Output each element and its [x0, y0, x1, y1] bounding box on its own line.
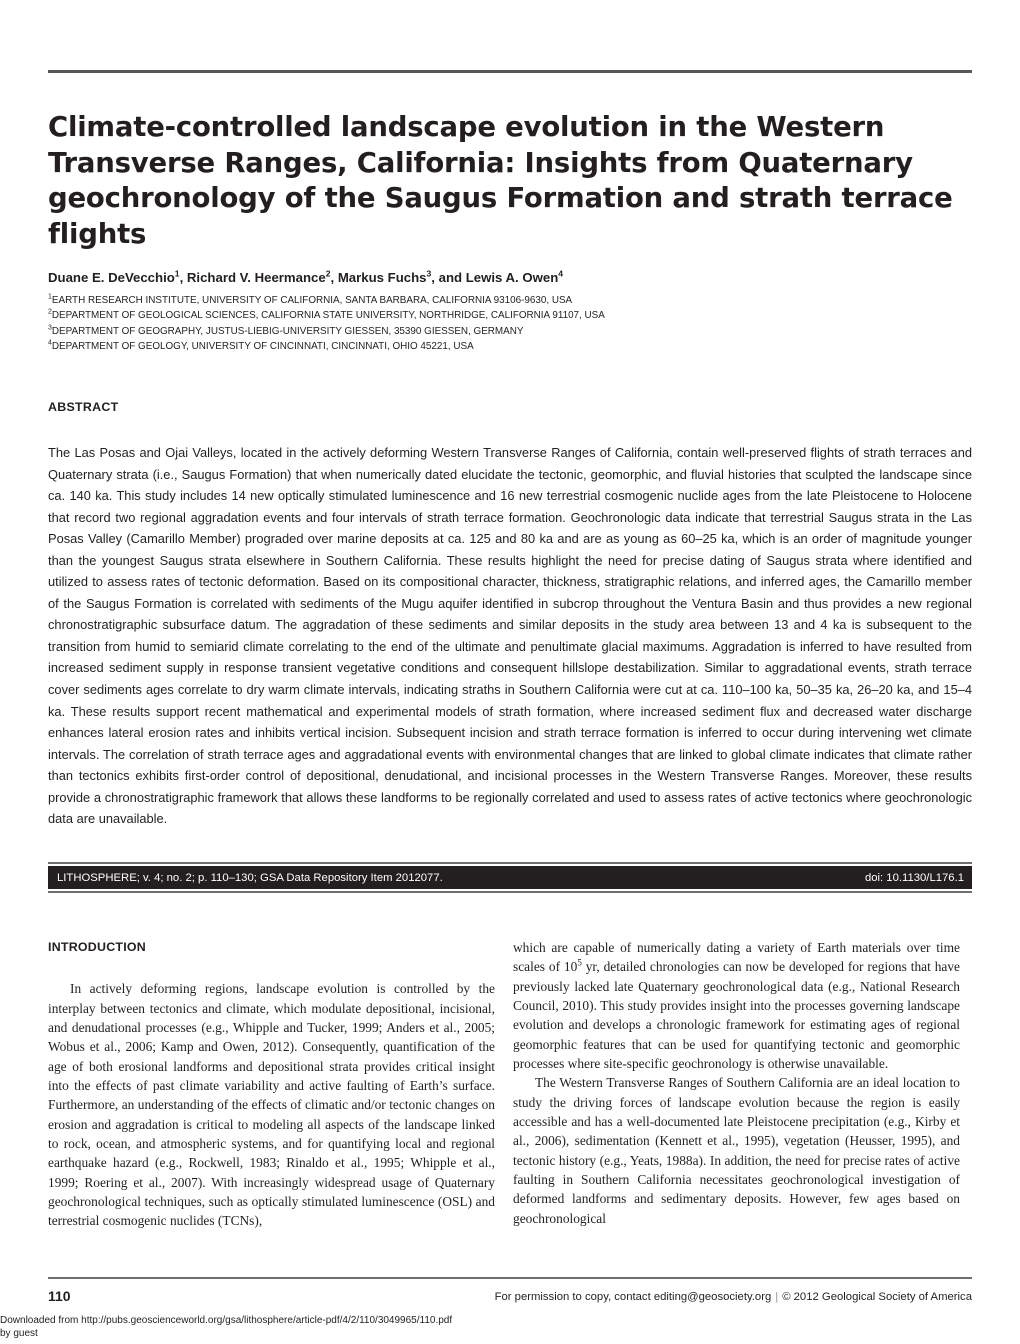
download-watermark	[0, 1315, 452, 1340]
body-paragraph: In actively deforming regions, landscape evolution is controlled by the interplay between tectonics and climate, which modulate depositional, incisional, and denudational processes (e.g., Whipple and Tucker, 1999; Anders et al., 2005; Wobus et al., 2006; Kamp and Owen, 2012). Consequently, quantification of the age of both erosional landforms and depositional strata provides critical insight into the effects of past climate variability and active faulting of Earth’s surface. Furthermore, an understanding of the effects of climatic and/or tectonic changes on erosion and aggradation is critical to modeling all aspects of the landscape linked to rock, ocean, and atmospheric systems, and for quantifying local and regional earthquake hazard (e.g., Rockwell, 1983; Rinaldo et al., 1995; Whipple et al., 1999; Roering et al., 2007). With increasingly widespread usage of Quaternary geochronological techniques, such as optically stimulated luminescence (OSL) and terrestrial cosmogenic nuclides (TCNs),	[48, 981, 495, 1229]
affiliation-text: DEPARTMENT OF GEOLOGY, UNIVERSITY OF CINCINNATI, CINCINNATI, OHIO 45221, USA	[51, 340, 474, 352]
affiliation-item	[48, 324, 953, 339]
body-column-right	[513, 938, 960, 1228]
body-paragraph: The Western Transverse Ranges of Southern California are an ideal location to study the driving forces of landscape evolution because the region is easily accessible and has a well-documented late Pleistocene precipitation (e.g., Kirby et al., 2006), sedimentation (Kennett et al., 1995), vegetation (Heusser, 1995), and tectonic history (e.g., Yeats, 1988a). In addition, the need for precise rates of active faulting in Southern California necessitates geochronological investigation of deformed landforms and sedimentary deposits. However, few ages based on geochronological	[513, 1075, 960, 1226]
footer-copyright-text: © 2012 Geological Society of America	[782, 1291, 972, 1303]
watermark-line-user: by guest	[0, 1327, 38, 1339]
abstract-text: The Las Posas and Ojai Valleys, located in the actively deforming Western Transverse Ranges of California, contain well-preserved flights of strath terraces and Quaternary strata (i.e., Saugus Formation) that when numerically dated elucidate the tectonic, geomorphic, and fluvial histories that sculpted the landscape since ca. 140 ka. This study includes 14 new optically stimulated luminescence and 16 new terrestrial cosmogenic nuclide ages from the late Pleistocene to Holocene that record two regional aggradation events and four intervals of strath terrace formation. Geochronologic data indicate that terrestrial Saugus strata in the Las Posas Valley (Camarillo Member) prograded over marine deposits at ca. 125 and 80 ka and are as young as 60–25 ka, which is an order of magnitude younger than the youngest Saugus strata elsewhere in Southern California. These results highlight the need for precise dating of Saugus strata where identified and utilized to assess rates of tectonic deformation. Based on its compositional character, thickness, stratigraphic relations, and inferred ages, the Camarillo member of the Saugus Formation is correlated with sediments of the Mugu aquifer identified in subcrop throughout the Ventura Basin and thus provides a new regional chronostratigraphic subsurface datum. The aggradation of these sediments and similar deposits in the study area between 13 and 4 ka is subsequent to the transition from humid to semiarid climate correlating to the end of the ultimate and penultimate glacial maximums. Aggradation is inferred to have resulted from increased sediment supply in response transient vegetative conditions and consequent hillslope destabilization. Similar to aggradational events, strath terrace cover sediments ages correlate to dry warm climate intervals, indicating straths in Southern California were cut at ca. 110–100 ka, 50–35 ka, 26–20 ka, and 15–4 ka. These results support recent mathematical and experimental models of strath formation, where increased sediment flux and decreased water discharge enhances lateral erosion rates and inhibits vertical incision. Subsequent incision and strath terrace formation is inferred to occur during intervening wet climate intervals. The correlation of strath terrace ages and aggradational events with environmental changes that are linked to global climate indicates that climate rather than tectonics exhibits first-order control of depositional, denudational, and incisional processes in the Western Transverse Ranges. Moreover, these results provide a chronostratigraphic framework that allows these landforms to be regionally correlated and used to assess rates of active tectonics where geochronologic data are unavailable.	[48, 445, 972, 827]
header-divider-rule	[48, 70, 972, 73]
affiliation-text: DEPARTMENT OF GEOLOGICAL SCIENCES, CALIFORNIA STATE UNIVERSITY, NORTHRIDGE, CALIFORNIA 91107, USA	[51, 310, 605, 322]
paragraph-text-part: yr, detailed chronologies can now be developed for regions that have previously lacked late Quaternary geochronological data (e.g., National Research Council, 2010). This study provides insight into the processes governing landscape evolution and develops a chronologic framework for estimating ages of regional geomorphic features that can be used for quantifying tectonic and geomorphic processes where site-specific geochronology is otherwise unavailable.	[513, 959, 960, 1072]
page-title: Climate-controlled landscape evolution in the Western Transverse Ranges, California: Insights from Quaternary geochronology of the Saugus Formation and strath terrace flights	[48, 111, 953, 250]
affiliation-text: EARTH RESEARCH INSTITUTE, UNIVERSITY OF CALIFORNIA, SANTA BARBARA, CALIFORNIA 93106-9630, USA	[51, 295, 573, 306]
author-entry: Duane E. DeVecchio$^1$,	[48, 268, 187, 285]
citation-rule-bottom	[48, 891, 972, 893]
footer-copyright-line	[495, 1291, 972, 1303]
citation-rule-top	[48, 862, 972, 864]
watermark-line-url: Downloaded from http://pubs.geoscienceworld.org/gsa/lithosphere/article-pdf/4/2/110/3049965/110.pdf	[0, 1315, 453, 1326]
affiliation-marker: 4	[48, 339, 52, 347]
footer-divider-rule	[48, 1277, 972, 1279]
author-name: and Lewis A. Owen	[438, 270, 559, 285]
affiliation-item	[48, 308, 953, 323]
author-affil-marker: 1	[174, 268, 180, 279]
author-affil-marker: 4	[558, 268, 564, 279]
section-heading-introduction: INTRODUCTION	[48, 940, 146, 954]
citation-doi[interactable]: doi: 10.1130/L176.1	[864, 871, 964, 884]
affiliation-marker: 2	[48, 309, 52, 316]
author-affil-marker: 3	[426, 268, 432, 279]
author-entry: Markus Fuchs$^3$,	[337, 268, 439, 285]
paragraph-text-part: which are capable of numerically dating a variety of Earth materials over time scales of 10	[513, 940, 960, 975]
author-entry: Richard V. Heermance$^2$,	[186, 268, 338, 285]
footer-separator: |	[775, 1291, 779, 1303]
author-name: Richard V. Heermance	[186, 270, 326, 285]
page-number: 110	[48, 1288, 71, 1304]
author-list	[48, 270, 953, 286]
body-paragraph	[513, 938, 960, 1073]
citation-journal-info: LITHOSPHERE; v. 4; no. 2; p. 110–130; GSA Data Repository Item 2012077.	[57, 871, 443, 884]
author-name: Duane E. DeVecchio	[48, 270, 175, 285]
author-name: Markus Fuchs	[337, 270, 427, 285]
affiliation-marker: 1	[48, 293, 52, 301]
author-affil-marker: 2	[325, 268, 331, 279]
abstract-heading: ABSTRACT	[48, 400, 119, 414]
exponent: 5	[577, 957, 582, 968]
footer-permission-text: For permission to copy, contact editing@geosociety.org	[494, 1291, 772, 1303]
affiliation-text: DEPARTMENT OF GEOGRAPHY, JUSTUS-LIEBIG-UNIVERSITY GIESSEN, 35390 GIESSEN, GERMANY	[51, 325, 524, 337]
affiliation-marker: 3	[48, 324, 52, 332]
citation-bar-inner	[48, 866, 972, 889]
affiliation-list	[48, 293, 953, 354]
citation-bar	[48, 862, 972, 893]
body-column-left	[48, 938, 495, 1231]
affiliation-item	[48, 293, 953, 308]
affiliation-item	[48, 339, 953, 354]
author-entry	[439, 270, 563, 285]
